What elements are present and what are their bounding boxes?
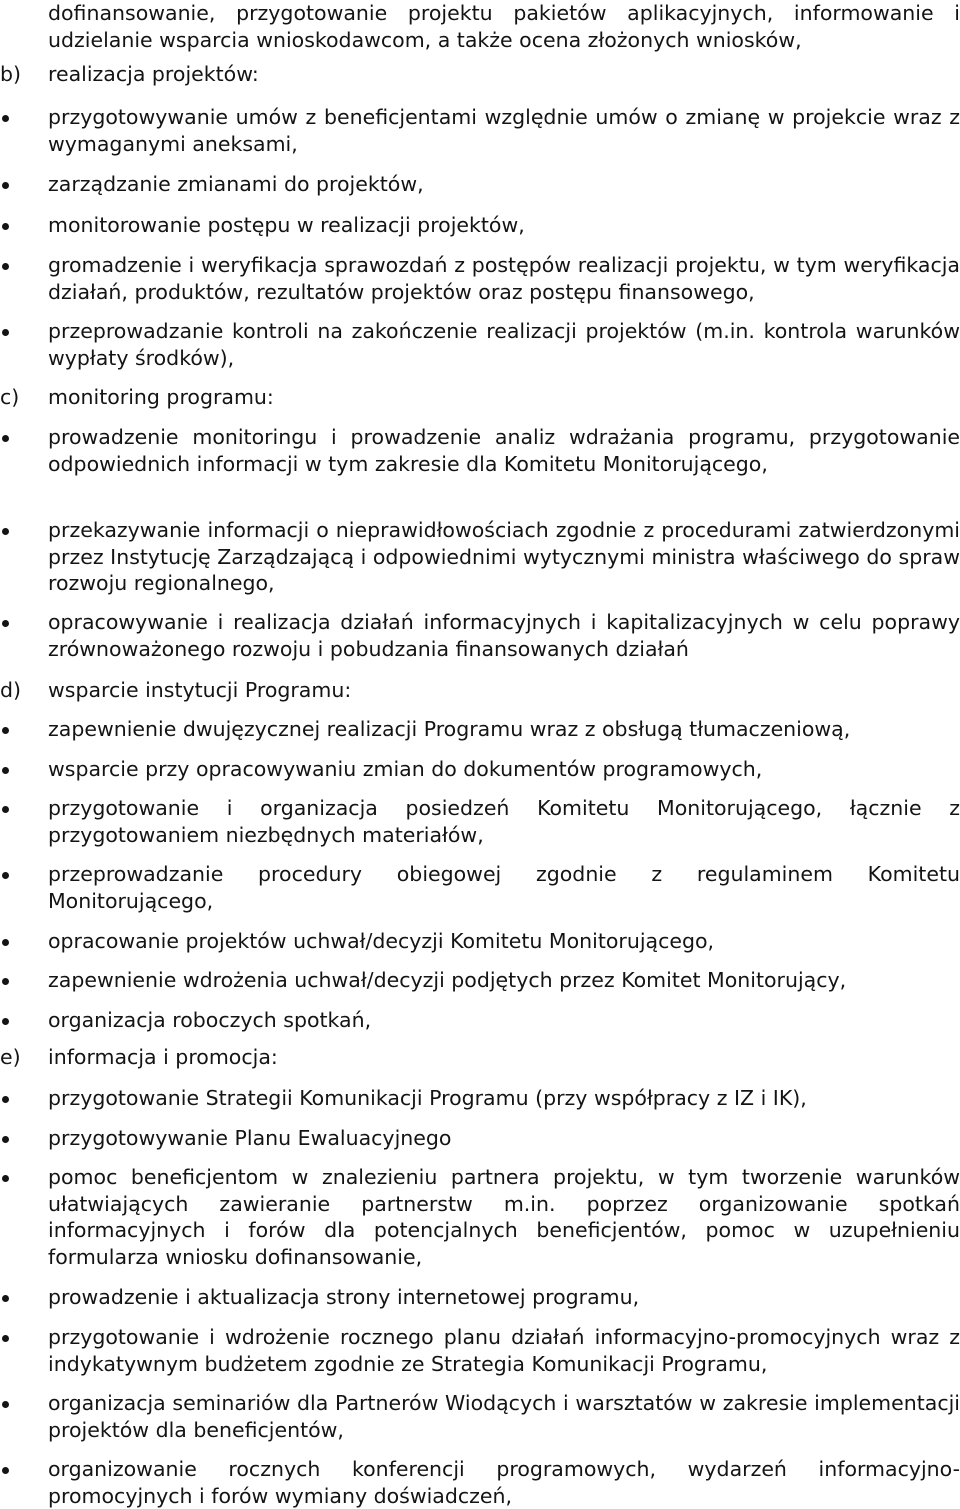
bullet-icon xyxy=(2,939,9,946)
list-item: organizacja seminariów dla Partnerów Wiodących i warsztatów w zakresie implementacji projektów dla beneficjentów, xyxy=(48,1391,960,1442)
bullet-icon xyxy=(2,978,9,985)
section-heading-b: realizacja projektów: xyxy=(48,62,259,86)
list-item: pomoc beneficjentom w znalezieniu partnera projektu, w tym tworzenie warunków ułatwiających zawieranie partnerstw m.in. poprzez organizowanie spotkań informacyjnych i forów dla potencjalnych beneficjentów, pomoc w uzupełnieniu formularza wniosku dofinansowanie, xyxy=(48,1165,960,1269)
bullet-icon xyxy=(2,1401,9,1408)
continuation-line-2: udzielanie wsparcia wnioskodawcom, a także ocena złożonych wniosków, xyxy=(48,28,802,52)
bullet-icon xyxy=(2,872,9,879)
section-heading-d: wsparcie instytucji Programu: xyxy=(48,678,352,702)
continuation-line-1: dofinansowanie, przygotowanie projektu pakietów aplikacyjnych, informowanie i xyxy=(48,1,960,25)
list-item: gromadzenie i weryfikacja sprawozdań z postępów realizacji projektu, w tym weryfikacja działań, produktów, rezultatów projektów oraz postępu finansowego, xyxy=(48,253,960,304)
list-item: przygotowanie i organizacja posiedzeń Komitetu Monitorującego, łącznie z przygotowaniem niezbędnych materiałów, xyxy=(48,796,960,847)
list-item: przygotowywanie Planu Ewaluacyjnego xyxy=(48,1126,452,1150)
list-item: przygotowanie i wdrożenie rocznego planu działań informacyjno-promocyjnych wraz z indykatywnym budżetem zgodnie ze Strategia Komunikacji Programu, xyxy=(48,1325,960,1376)
list-item: wsparcie przy opracowywaniu zmian do dokumentów programowych, xyxy=(48,757,763,781)
list-item: przekazywanie informacji o nieprawidłowościach zgodnie z procedurami zatwierdzonymi przez Instytucję Zarządzającą i odpowiednimi wytycznymi ministra właściwego do spraw rozwoju regionalnego, xyxy=(48,518,960,596)
section-marker-e: e) xyxy=(0,1045,21,1069)
bullet-icon xyxy=(2,435,9,442)
list-item: organizacja roboczych spotkań, xyxy=(48,1008,372,1032)
bullet-icon xyxy=(2,1335,9,1342)
list-item: opracowanie projektów uchwał/decyzji Komitetu Monitorującego, xyxy=(48,929,715,953)
bullet-icon xyxy=(2,182,9,189)
list-item: przeprowadzanie procedury obiegowej zgodnie z regulaminem Komitetu Monitorującego, xyxy=(48,862,960,913)
section-heading-e: informacja i promocja: xyxy=(48,1045,278,1069)
bullet-icon xyxy=(2,115,9,122)
bullet-icon xyxy=(2,263,9,270)
list-item: monitorowanie postępu w realizacji projektów, xyxy=(48,213,525,237)
section-marker-d: d) xyxy=(0,678,22,702)
bullet-icon xyxy=(2,1175,9,1182)
list-item: opracowywanie i realizacja działań informacyjnych i kapitalizacyjnych w celu poprawy zrównoważonego rozwoju i pobudzania finansowanych działań xyxy=(48,610,960,661)
section-heading-c: monitoring programu: xyxy=(48,385,274,409)
list-item: zapewnienie wdrożenia uchwał/decyzji podjętych przez Komitet Monitorujący, xyxy=(48,968,847,992)
bullet-icon xyxy=(2,1295,9,1302)
bullet-icon xyxy=(2,1096,9,1103)
bullet-icon xyxy=(2,620,9,627)
list-item: przeprowadzanie kontroli na zakończenie realizacji projektów (m.in. kontrola warunków wypłaty środków), xyxy=(48,319,960,370)
bullet-icon xyxy=(2,1018,9,1025)
bullet-icon xyxy=(2,727,9,734)
list-item: zarządzanie zmianami do projektów, xyxy=(48,172,424,196)
list-item: zapewnienie dwujęzycznej realizacji Programu wraz z obsługą tłumaczeniową, xyxy=(48,717,851,741)
bullet-icon xyxy=(2,528,9,535)
list-item: przygotowanie Strategii Komunikacji Programu (przy współpracy z IZ i IK), xyxy=(48,1086,807,1110)
list-item: przygotowywanie umów z beneficjentami względnie umów o zmianę w projekcie wraz z wymaganymi aneksami, xyxy=(48,105,960,156)
section-marker-b: b) xyxy=(0,62,22,86)
bullet-icon xyxy=(2,223,9,230)
bullet-icon xyxy=(2,1467,9,1474)
list-item: organizowanie rocznych konferencji programowych, wydarzeń informacyjno-promocyjnych i forów wymiany doświadczeń, xyxy=(48,1457,960,1508)
bullet-icon xyxy=(2,329,9,336)
list-item: prowadzenie monitoringu i prowadzenie analiz wdrażania programu, przygotowanie odpowiednich informacji w tym zakresie dla Komitetu Monitorującego, xyxy=(48,425,960,476)
list-item: prowadzenie i aktualizacja strony internetowej programu, xyxy=(48,1285,640,1309)
bullet-icon xyxy=(2,767,9,774)
bullet-icon xyxy=(2,806,9,813)
section-marker-c: c) xyxy=(0,385,20,409)
bullet-icon xyxy=(2,1136,9,1143)
